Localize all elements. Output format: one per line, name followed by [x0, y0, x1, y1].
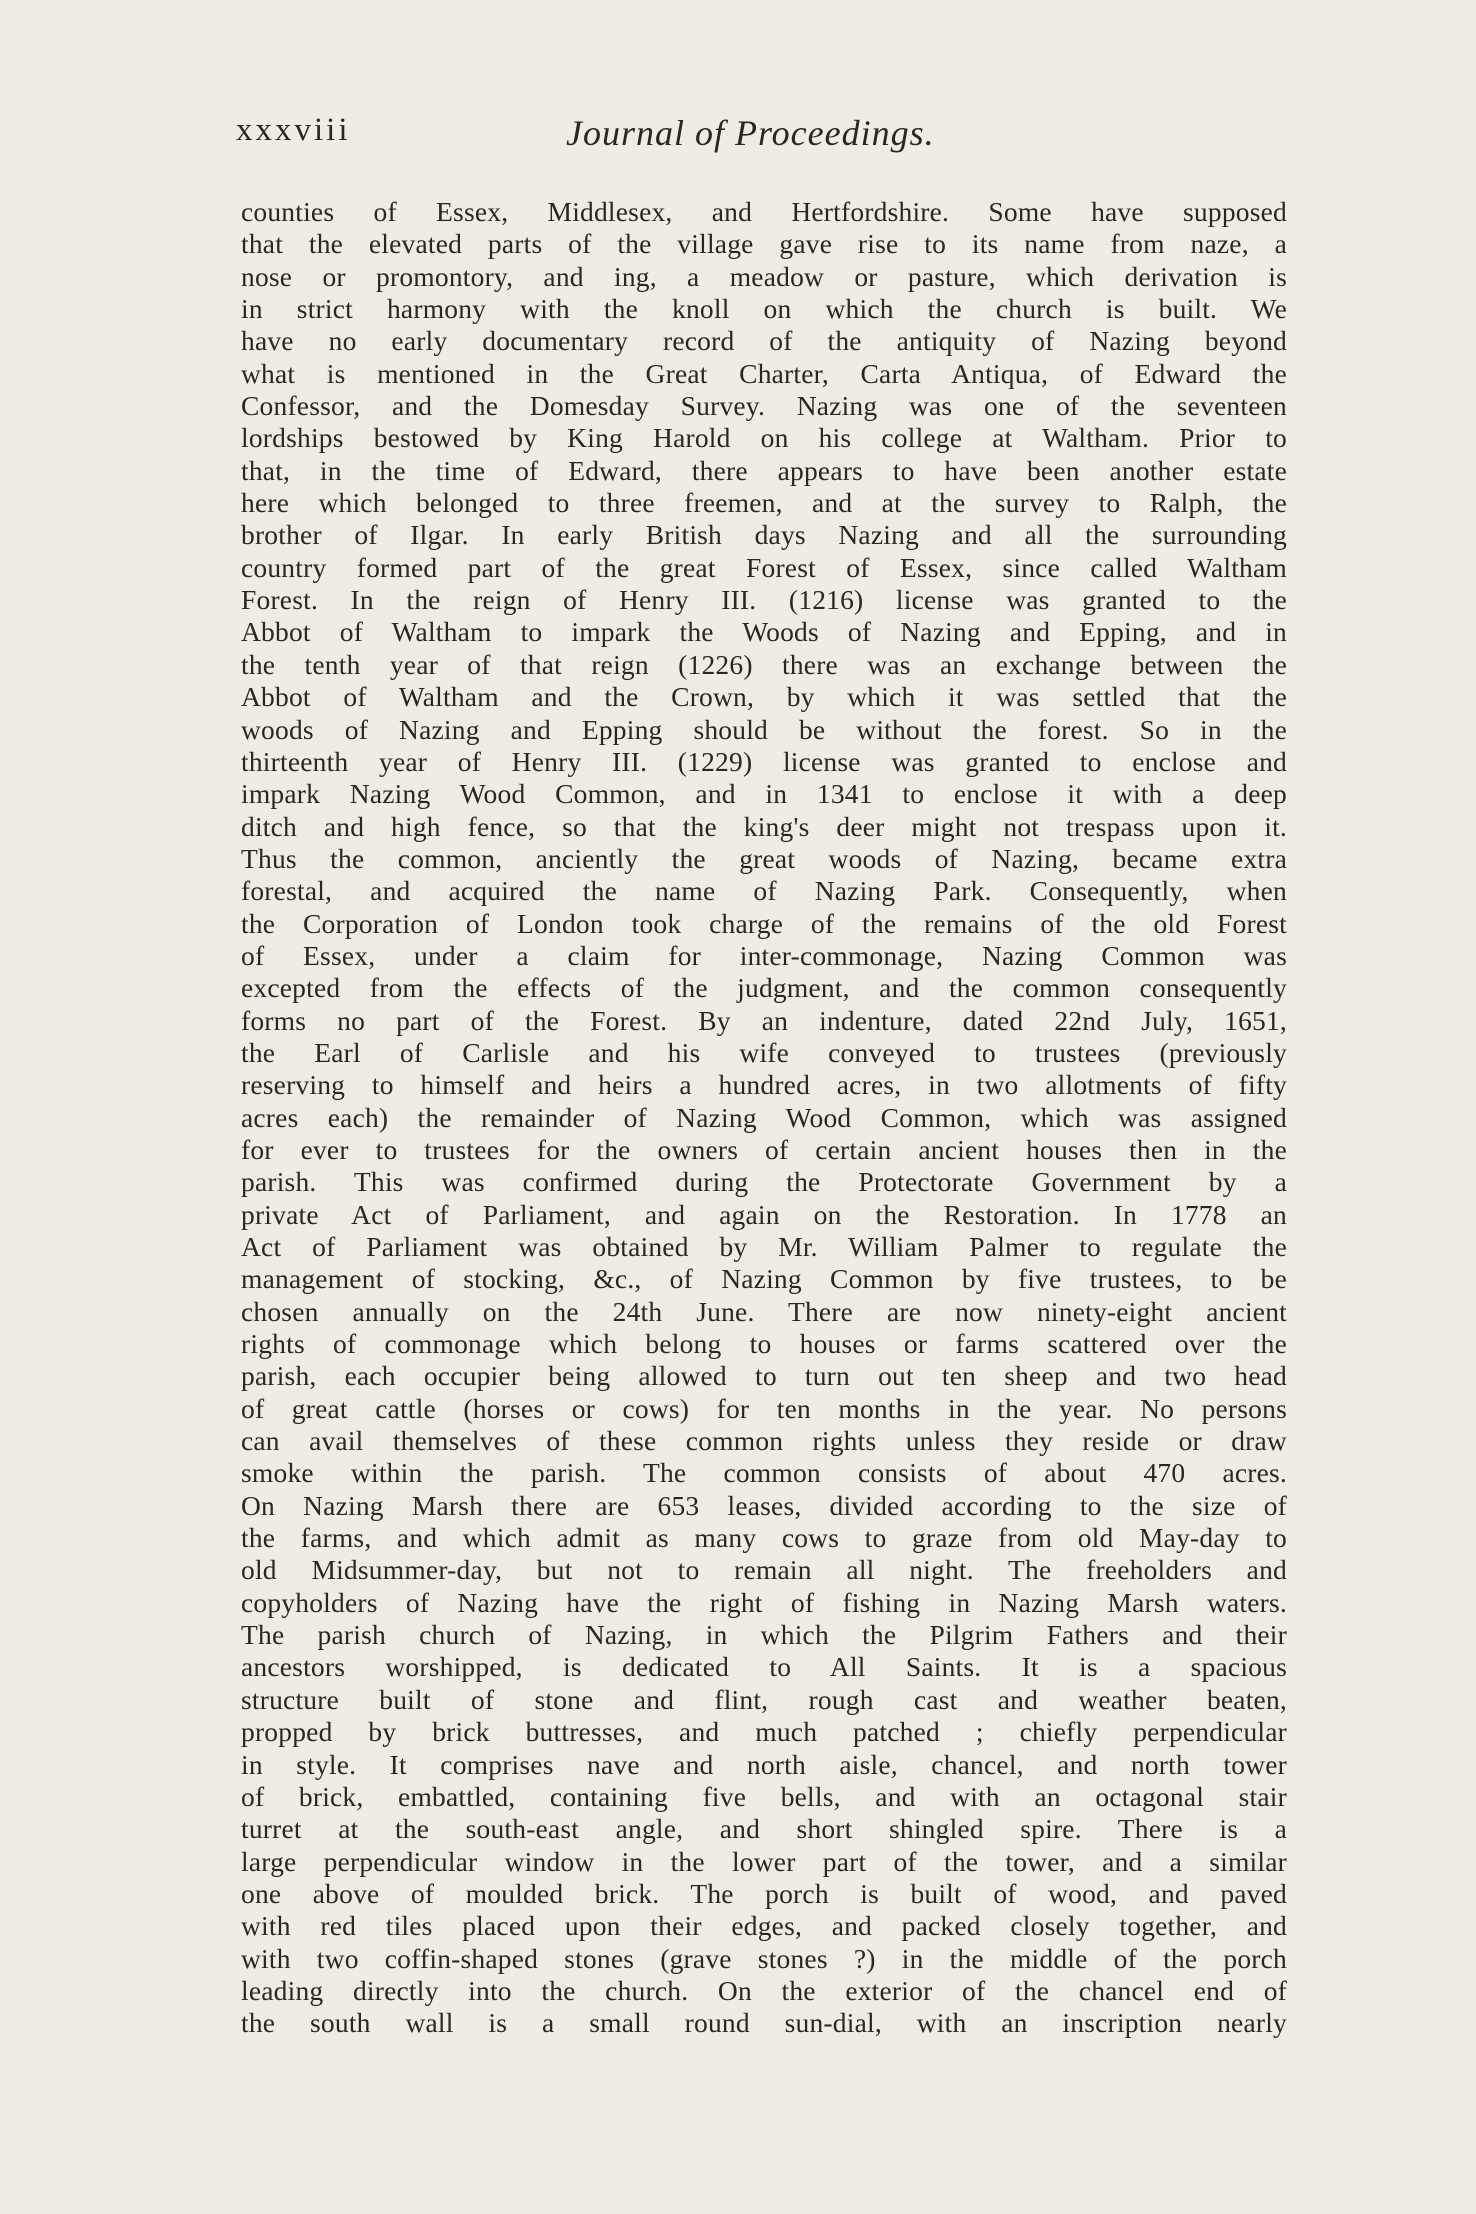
- text-line: parish. This was confirmed during the Protectorate Government by a: [241, 1166, 1287, 1198]
- text-line: can avail themselves of these common rights unless they reside or draw: [241, 1425, 1287, 1457]
- text-line: structure built of stone and flint, rough cast and weather beaten,: [241, 1683, 1287, 1715]
- text-line: one above of moulded brick. The porch is built of wood, and paved: [241, 1877, 1287, 1909]
- text-line: forestal, and acquired the name of Nazing Park. Consequently, when: [241, 875, 1287, 907]
- text-line: parish, each occupier being allowed to turn out ten sheep and two head: [241, 1360, 1287, 1392]
- running-head: [236, 112, 1286, 162]
- text-line: country formed part of the great Forest of Essex, since called Waltham: [241, 551, 1287, 583]
- text-line: what is mentioned in the Great Charter, Carta Antiqua, of Edward the: [241, 357, 1287, 389]
- text-line: propped by brick buttresses, and much patched ; chiefly perpendicular: [241, 1716, 1287, 1748]
- text-line: management of stocking, &c., of Nazing Common by five trustees, to be: [241, 1263, 1287, 1295]
- body-text: [241, 196, 1287, 2040]
- text-line: for ever to trustees for the owners of certain ancient houses then in the: [241, 1133, 1287, 1165]
- text-line: Abbot of Waltham and the Crown, by which it was settled that the: [241, 681, 1287, 713]
- text-line: woods of Nazing and Epping should be without the forest. So in the: [241, 713, 1287, 745]
- text-line: the south wall is a small round sun-dial, with an inscription nearly: [241, 2007, 1287, 2039]
- text-line: large perpendicular window in the lower part of the tower, and a similar: [241, 1845, 1287, 1877]
- text-line: of brick, embattled, containing five bells, and with an octagonal stair: [241, 1780, 1287, 1812]
- text-line: reserving to himself and heirs a hundred acres, in two allotments of fifty: [241, 1069, 1287, 1101]
- text-line: On Nazing Marsh there are 653 leases, divided according to the size of: [241, 1489, 1287, 1521]
- text-line: Thus the common, anciently the great woods of Nazing, became extra: [241, 842, 1287, 874]
- text-line: private Act of Parliament, and again on the Restoration. In 1778 an: [241, 1198, 1287, 1230]
- text-line: Abbot of Waltham to impark the Woods of Nazing and Epping, and in: [241, 616, 1287, 648]
- text-line: lordships bestowed by King Harold on his college at Waltham. Prior to: [241, 422, 1287, 454]
- text-line: that, in the time of Edward, there appears to have been another estate: [241, 454, 1287, 486]
- text-line: the Earl of Carlisle and his wife conveyed to trustees (previously: [241, 1036, 1287, 1068]
- text-line: have no early documentary record of the antiquity of Nazing beyond: [241, 325, 1287, 357]
- text-line: with two coffin-shaped stones (grave stones ?) in the middle of the porch: [241, 1942, 1287, 1974]
- text-line: turret at the south-east angle, and short shingled spire. There is a: [241, 1813, 1287, 1845]
- text-line: ancestors worshipped, is dedicated to All Saints. It is a spacious: [241, 1651, 1287, 1683]
- text-line: in style. It comprises nave and north aisle, chancel, and north tower: [241, 1748, 1287, 1780]
- text-line: smoke within the parish. The common consists of about 470 acres.: [241, 1457, 1287, 1489]
- text-line: acres each) the remainder of Nazing Wood Common, which was assigned: [241, 1101, 1287, 1133]
- text-line: chosen annually on the 24th June. There are now ninety-eight ancient: [241, 1295, 1287, 1327]
- text-line: that the elevated parts of the village gave rise to its name from naze, a: [241, 228, 1287, 260]
- text-line: the Corporation of London took charge of the remains of the old Forest: [241, 907, 1287, 939]
- text-line: of Essex, under a claim for inter-commonage, Nazing Common was: [241, 939, 1287, 971]
- running-title: Journal of Proceedings.: [566, 113, 935, 153]
- text-line: leading directly into the church. On the exterior of the chancel end of: [241, 1974, 1287, 2006]
- text-line: impark Nazing Wood Common, and in 1341 to enclose it with a deep: [241, 778, 1287, 810]
- text-line: brother of Ilgar. In early British days Nazing and all the surrounding: [241, 519, 1287, 551]
- text-line: Act of Parliament was obtained by Mr. William Palmer to regulate the: [241, 1231, 1287, 1262]
- text-line: old Midsummer-day, but not to remain all night. The freeholders and: [241, 1554, 1287, 1586]
- text-line: Confessor, and the Domesday Survey. Nazing was one of the seventeen: [241, 390, 1287, 422]
- text-line: rights of commonage which belong to houses or farms scattered over the: [241, 1328, 1287, 1360]
- text-line: the farms, and which admit as many cows to graze from old May-day to: [241, 1522, 1287, 1554]
- text-line: counties of Essex, Middlesex, and Hertfordshire. Some have supposed: [241, 196, 1287, 227]
- text-line: copyholders of Nazing have the right of fishing in Nazing Marsh waters.: [241, 1586, 1287, 1618]
- text-line: the tenth year of that reign (1226) there was an exchange between the: [241, 648, 1287, 680]
- text-line: here which belonged to three freemen, and at the survey to Ralph, the: [241, 487, 1287, 519]
- text-line: of great cattle (horses or cows) for ten months in the year. No persons: [241, 1392, 1287, 1424]
- text-line: with red tiles placed upon their edges, and packed closely together, and: [241, 1910, 1287, 1942]
- text-line: forms no part of the Forest. By an indenture, dated 22nd July, 1651,: [241, 1004, 1287, 1036]
- text-line: excepted from the effects of the judgment, and the common consequently: [241, 972, 1287, 1004]
- text-line: in strict harmony with the knoll on which the church is built. We: [241, 293, 1287, 325]
- text-line: The parish church of Nazing, in which the Pilgrim Fathers and their: [241, 1619, 1287, 1651]
- page-number: xxxviii: [236, 112, 351, 148]
- text-line: nose or promontory, and ing, a meadow or pasture, which derivation is: [241, 260, 1287, 292]
- text-line: thirteenth year of Henry III. (1229) license was granted to enclose and: [241, 745, 1287, 777]
- text-line: ditch and high fence, so that the king's deer might not trespass upon it.: [241, 810, 1287, 842]
- text-line: Forest. In the reign of Henry III. (1216) license was granted to the: [241, 584, 1287, 616]
